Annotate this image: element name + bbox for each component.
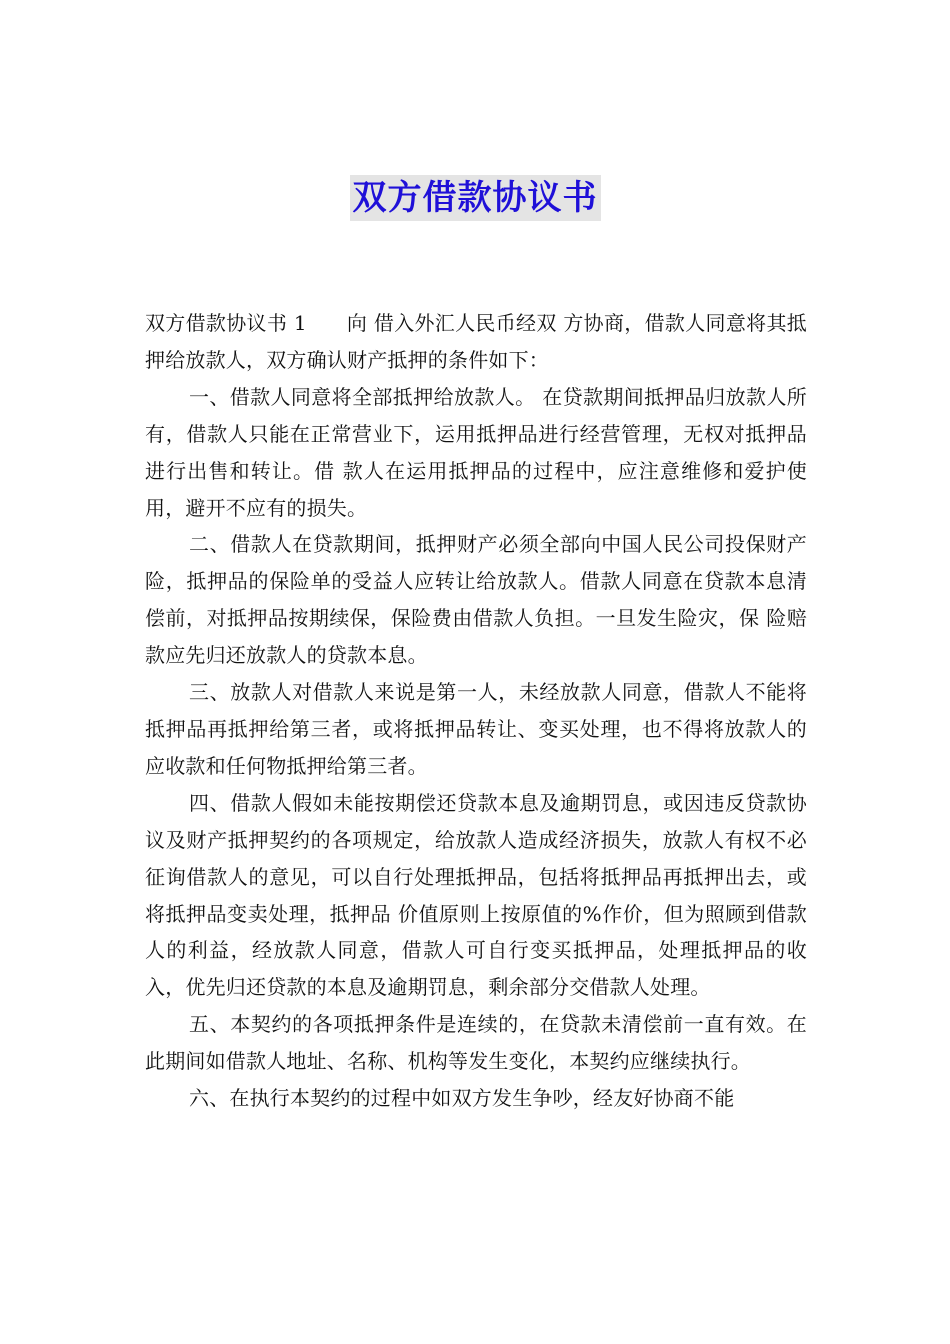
- clause-paragraph-1: 一、借款人同意将全部抵押给放款人。 在贷款期间抵押品归放款人所有，借款人只能在正常营业下，运用抵押品进行经营管理，无权对抵押品进行出售和转让。借 款人在运用抵押品的过程中，应注意维修和爱护使用，避开不应有的损失。: [145, 384, 807, 520]
- title-block: [0, 175, 950, 221]
- clause-paragraph-2: 二、借款人在贷款期间，抵押财产必须全部向中国人民公司投保财产险，抵押品的保险单的受益人应转让给放款人。借款人同意在贷款本息清偿前，对抵押品按期续保，保险费由借款人负担。一旦发生险灾，保 险赔款应先归还放款人的贷款本息。: [145, 532, 807, 668]
- document-body: [145, 305, 807, 1117]
- intro-paragraph: [145, 305, 807, 379]
- intro-lead: 双方借款协议书 1: [145, 311, 307, 335]
- clause-paragraph-5: 五、本契约的各项抵押条件是连续的，在贷款未清偿前一直有效。在此期间如借款人地址、名称、机构等发生变化，本契约应继续执行。: [145, 1012, 807, 1074]
- intro-text: 向 借入外汇人民币经双 方协商，借款人同意将其抵押给放款人，双方确认财产抵押的条件如下：: [145, 311, 807, 372]
- clause-paragraph-3: 三、放款人对借款人来说是第一人，未经放款人同意，借款人不能将抵押品再抵押给第三者，或将抵押品转让、变买处理，也不得将放款人的应收款和任何物抵押给第三者。: [145, 680, 807, 778]
- document-title: 双方借款协议书: [350, 175, 601, 221]
- clause-paragraph-6: 六、在执行本契约的过程中如双方发生争吵，经友好协商不能: [189, 1086, 735, 1111]
- clause-paragraph-4: 四、借款人假如未能按期偿还贷款本息及逾期罚息，或因违反贷款协议及财产抵押契约的各项规定，给放款人造成经济损失，放款人有权不必征询借款人的意见，可以自行处理抵押品，包括将抵押品再抵押出去，或将抵押品变卖处理，抵押品 价值原则上按原值的%作价，但为照顾到借款人的利益，经放款人同意，借款人可自行变买抵押品，处理抵押品的收入，优先归还贷款的本息及逾期罚息，剩余部分交借款人处理。: [145, 790, 807, 1000]
